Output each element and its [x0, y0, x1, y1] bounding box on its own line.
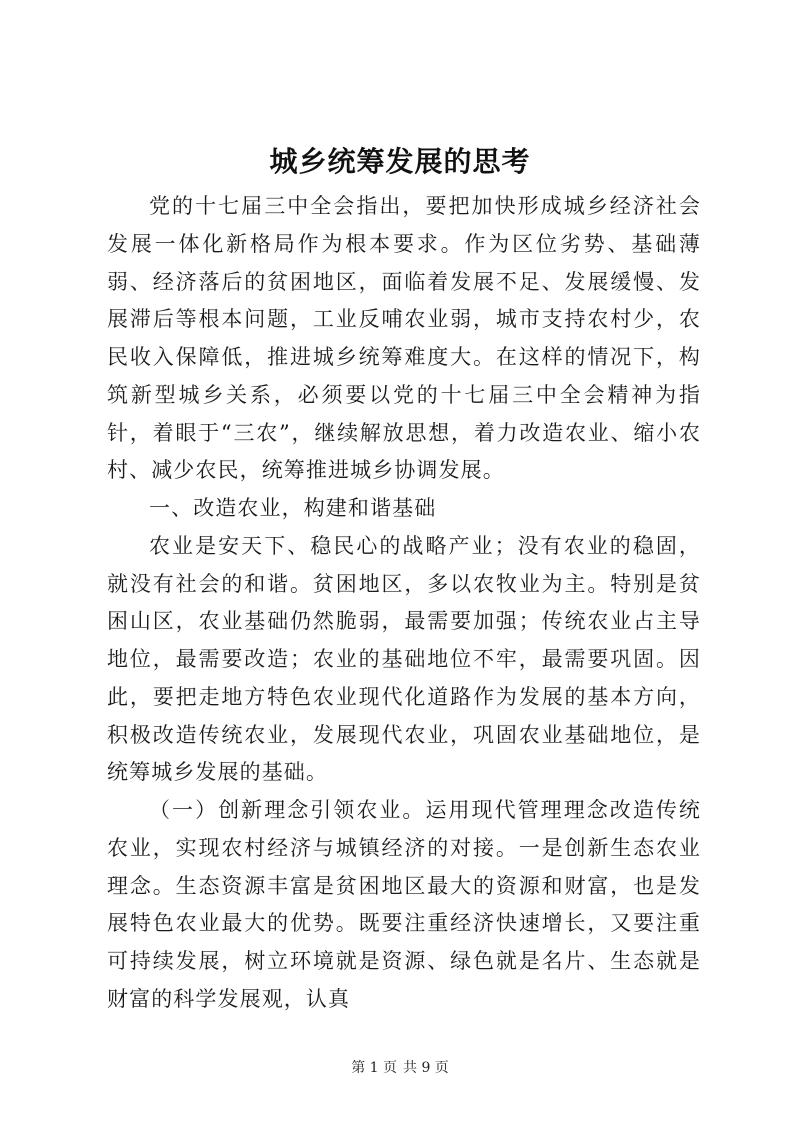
paragraph-intro: 党的十七届三中全会指出，要把加快形成城乡经济社会发展一体化新格局作为根本要求。作为区位劣势、基础薄弱、经济落后的贫困地区，面临着发展不足、发展缓慢、发展滞后等根本问题，工业反哺农业弱，城市支持农村少，农民收入保障低，推进城乡统筹难度大。在这样的情况下，构筑新型城乡关系，必须要以党的十七届三中全会精神为指针，着眼于“三农”，继续解放思想，着力改造农业、缩小农村、减少农民，统筹推进城乡协调发展。 — [107, 194, 701, 483]
document-body — [107, 188, 701, 1019]
paragraph-innovation: （一）创新理念引领农业。运用现代管理理念改造传统农业，实现农村经济与城镇经济的对接。一是创新生态农业理念。生态资源丰富是贫困地区最大的资源和财富，也是发展特色农业最大的优势。既要注重经济快速增长，又要注重可持续发展，树立环境就是资源、绿色就是名片、生态就是财富的科学发展观，认真 — [107, 798, 701, 1011]
document-title: 城乡统筹发展的思考 — [269, 145, 531, 178]
page-total: 共 9 页 — [403, 1060, 449, 1076]
page-footer — [0, 1058, 800, 1078]
section-heading: 一、改造农业，构建和谐基础 — [149, 496, 437, 520]
paragraph-agriculture: 农业是安天下、稳民心的战略产业；没有农业的稳固，就没有社会的和谐。贫困地区，多以农牧业为主。特别是贫困山区，农业基础仍然脆弱，最需要加强；传统农业占主导地位，最需要改造；农业的基础地位不牢，最需要巩固。因此，要把走地方特色农业现代化道路作为发展的基本方向，积极改造传统农业，发展现代农业，巩固农业基础地位，是统筹城乡发展的基础。 — [107, 533, 701, 785]
page-number: 第 1 页 — [351, 1060, 397, 1076]
